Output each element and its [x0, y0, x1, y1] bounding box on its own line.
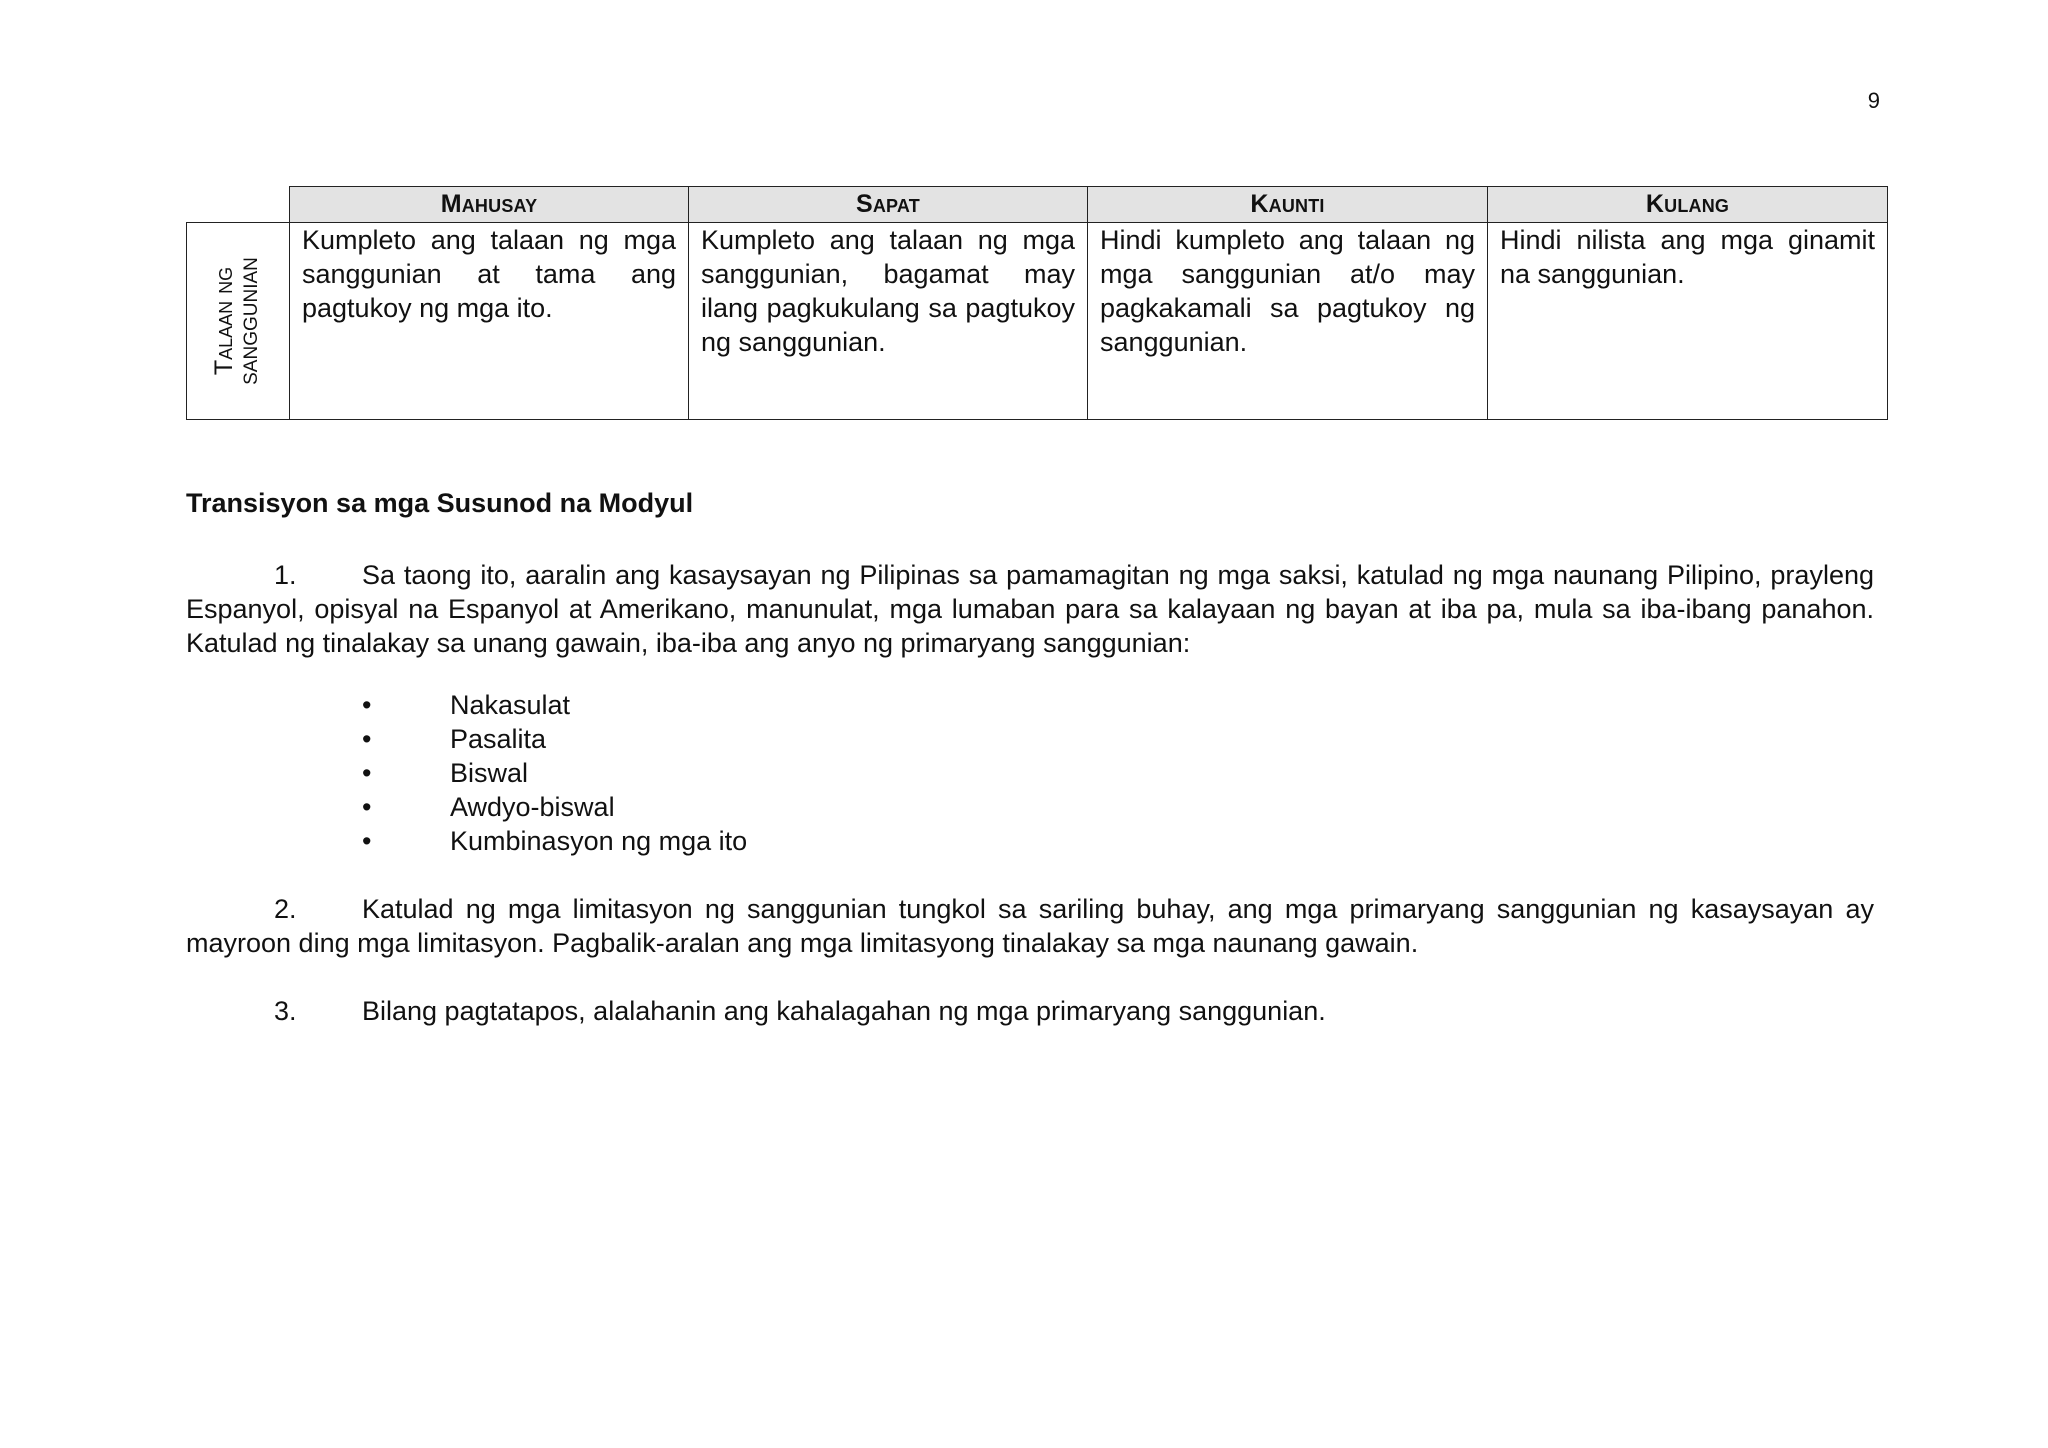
bullet-icon: •	[362, 690, 372, 720]
rubric-cell-kulang: Hindi nilista ang mga ginamit na sanggunian.	[1488, 223, 1888, 420]
bullet-item	[362, 688, 747, 722]
item-number: 2.	[274, 894, 297, 924]
bullet-item	[362, 756, 747, 790]
list-item-1	[186, 558, 1874, 660]
section-title: Transisyon sa mga Susunod na Modyul	[186, 488, 694, 518]
rubric-cell-sapat: Kumpleto ang talaan ng mga sanggunian, bagamat may ilang pagkukulang sa pagtukoy ng sanggunian.	[689, 223, 1088, 420]
bullet-text: Biswal	[450, 758, 529, 788]
rubric-table	[186, 186, 1888, 420]
page-number: 9	[1867, 88, 1880, 113]
rubric-row-label	[187, 223, 290, 420]
bullet-text: Kumbinasyon ng mga ito	[450, 826, 748, 856]
bullet-icon: •	[362, 724, 372, 754]
rubric-corner-cell	[187, 187, 290, 223]
rubric-header-row	[187, 187, 1888, 223]
item-text: Sa taong ito, aaralin ang kasaysayan ng Pilipinas sa pamamagitan ng mga saksi, katulad ng mga naunang Pilipino, prayleng Espanyol, opisyal na Espanyol at Amerikano, manunulat, mga lumaban para sa kalayaan ng bayan at iba pa, mula sa iba-ibang panahon. Katulad ng tinalakay sa unang gawain, iba-iba ang anyo ng primaryang sanggunian:	[186, 560, 1874, 658]
item-number: 3.	[274, 996, 297, 1026]
list-item-2	[186, 892, 1874, 960]
bullet-item	[362, 722, 747, 756]
row-label-line1: Talaan ng	[210, 266, 238, 376]
rubric-header-kulang: Kulang	[1488, 187, 1888, 223]
bullet-item	[362, 790, 747, 824]
row-label-line2: SANGGUNIAN	[241, 257, 262, 385]
list-item-3	[186, 994, 1874, 1028]
item-text: Bilang pagtatapos, alalahanin ang kahalagahan ng mga primaryang sanggunian.	[362, 996, 1326, 1026]
rubric-header-sapat: Sapat	[689, 187, 1088, 223]
rubric-row-talaan	[187, 223, 1888, 420]
bullet-icon: •	[362, 758, 372, 788]
rubric-header-kaunti: Kaunti	[1088, 187, 1488, 223]
rubric-header-mahusay: Mahusay	[290, 187, 689, 223]
bullet-icon: •	[362, 792, 372, 822]
bullet-icon: •	[362, 826, 372, 856]
rubric-cell-kaunti: Hindi kumpleto ang talaan ng mga sanggunian at/o may pagkakamali sa pagtukoy ng sanggunian.	[1088, 223, 1488, 420]
bullet-item	[362, 824, 747, 858]
bullet-text: Pasalita	[450, 724, 547, 754]
anyo-bullet-list	[362, 688, 747, 858]
bullet-text: Nakasulat	[450, 690, 571, 720]
bullet-text: Awdyo-biswal	[450, 792, 615, 822]
rubric-cell-mahusay: Kumpleto ang talaan ng mga sanggunian at tama ang pagtukoy ng mga ito.	[290, 223, 689, 420]
item-text: Katulad ng mga limitasyon ng sanggunian tungkol sa sariling buhay, ang mga primaryang sanggunian ng kasaysayan ay mayroon ding mga limitasyon. Pagbalik-aralan ang mga limitasyong tinalakay sa mga naunang gawain.	[186, 894, 1874, 958]
item-number: 1.	[274, 560, 297, 590]
